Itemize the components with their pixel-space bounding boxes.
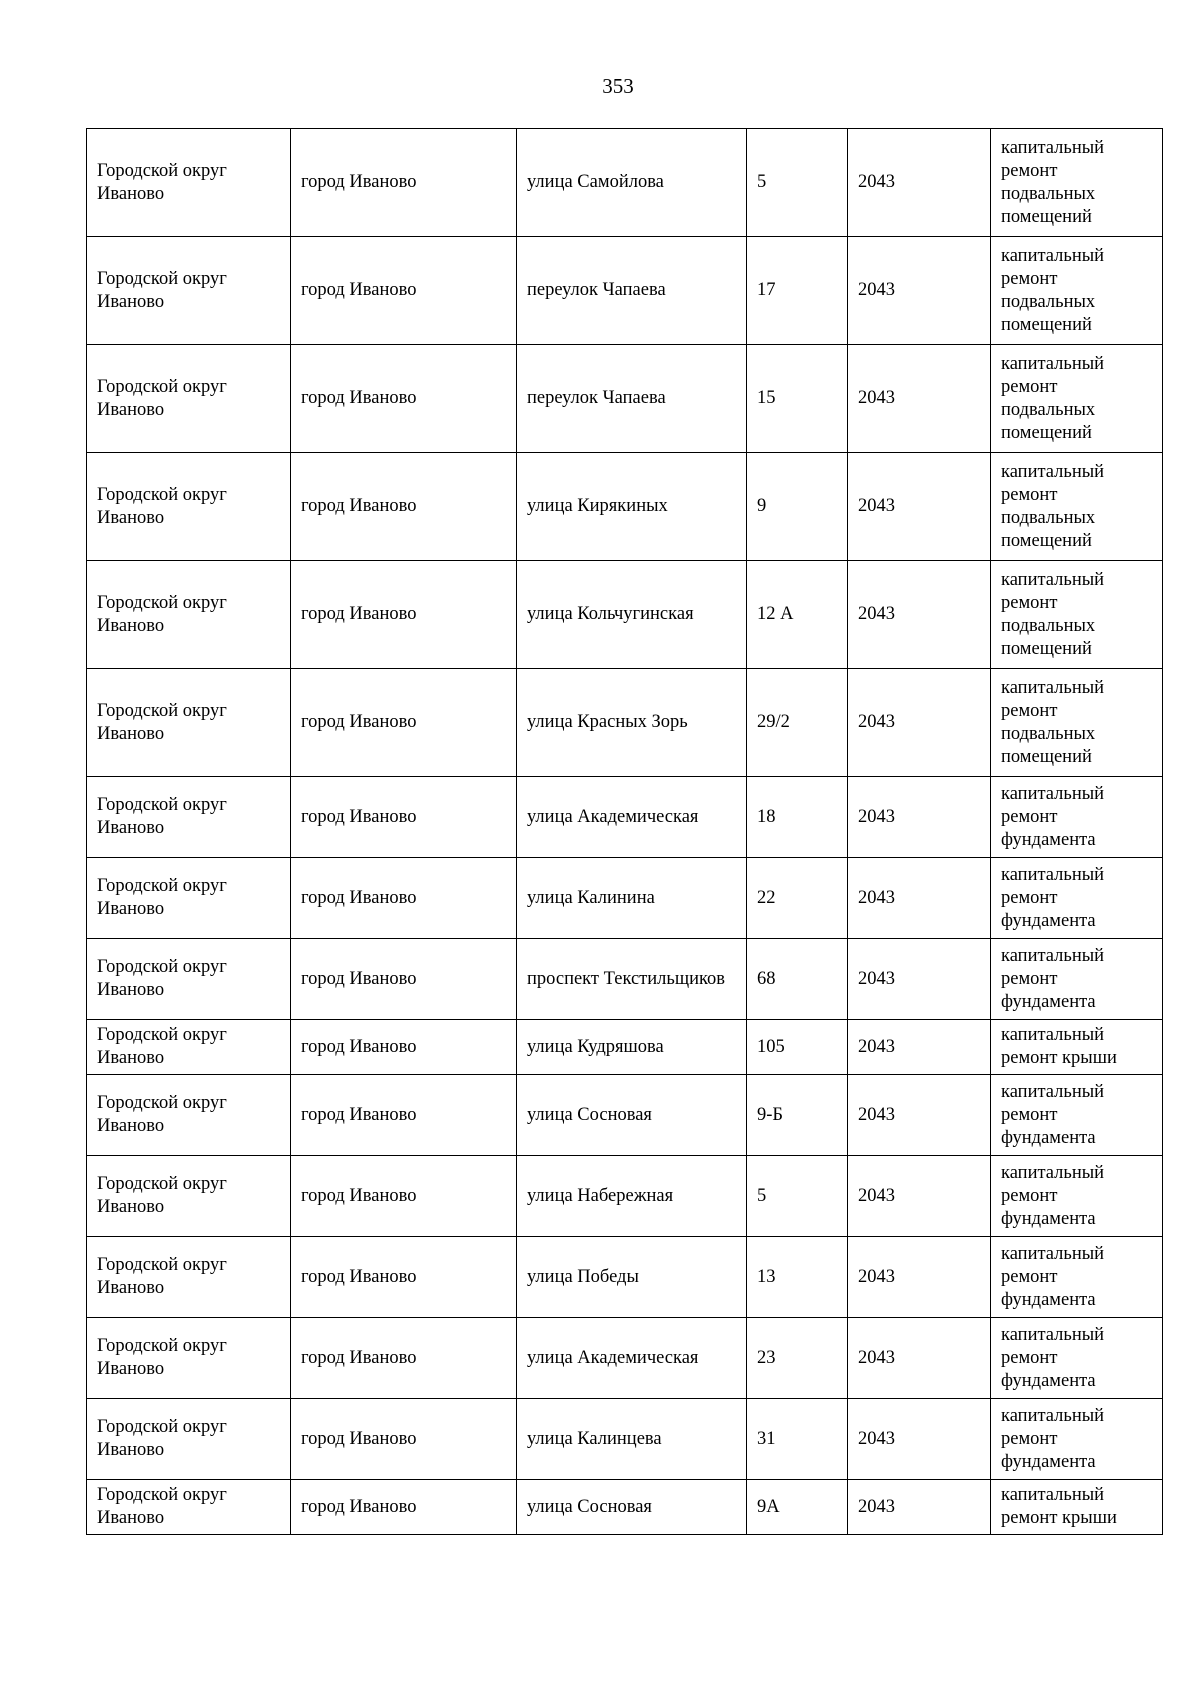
house-number-cell: 9А — [747, 1480, 848, 1535]
year-cell: 2043 — [848, 1156, 991, 1237]
street-cell: проспект Текстильщиков — [517, 939, 747, 1020]
year-cell: 2043 — [848, 669, 991, 777]
work-type-cell: капитальный ремонт крыши — [991, 1480, 1163, 1535]
year-cell: 2043 — [848, 1020, 991, 1075]
street-cell: улица Кудряшова — [517, 1020, 747, 1075]
municipality-cell: Городской округ Иваново — [87, 777, 291, 858]
year-cell: 2043 — [848, 345, 991, 453]
locality-cell: город Иваново — [291, 1020, 517, 1075]
locality-cell: город Иваново — [291, 1318, 517, 1399]
house-number-cell: 5 — [747, 129, 848, 237]
street-cell: улица Академическая — [517, 1318, 747, 1399]
table-row — [87, 1020, 1163, 1075]
table-body — [87, 129, 1163, 1535]
locality-cell: город Иваново — [291, 345, 517, 453]
locality-cell: город Иваново — [291, 669, 517, 777]
house-number-cell: 5 — [747, 1156, 848, 1237]
municipality-cell: Городской округ Иваново — [87, 669, 291, 777]
work-type-cell: капитальный ремонт фундамента — [991, 1318, 1163, 1399]
municipality-cell: Городской округ Иваново — [87, 1020, 291, 1075]
street-cell: улица Кирякиных — [517, 453, 747, 561]
house-number-cell: 15 — [747, 345, 848, 453]
house-number-cell: 13 — [747, 1237, 848, 1318]
municipality-cell: Городской округ Иваново — [87, 858, 291, 939]
street-cell: улица Красных Зорь — [517, 669, 747, 777]
locality-cell: город Иваново — [291, 129, 517, 237]
year-cell: 2043 — [848, 1399, 991, 1480]
work-type-cell: капитальный ремонт крыши — [991, 1020, 1163, 1075]
municipality-cell: Городской округ Иваново — [87, 1075, 291, 1156]
table-row — [87, 1075, 1163, 1156]
table-row — [87, 858, 1163, 939]
locality-cell: город Иваново — [291, 1156, 517, 1237]
street-cell: улица Академическая — [517, 777, 747, 858]
work-type-cell: капитальный ремонт подвальных помещений — [991, 129, 1163, 237]
work-type-cell: капитальный ремонт подвальных помещений — [991, 561, 1163, 669]
municipality-cell: Городской округ Иваново — [87, 237, 291, 345]
locality-cell: город Иваново — [291, 858, 517, 939]
table-row — [87, 1318, 1163, 1399]
year-cell: 2043 — [848, 1480, 991, 1535]
house-number-cell: 9 — [747, 453, 848, 561]
work-type-cell: капитальный ремонт подвальных помещений — [991, 345, 1163, 453]
locality-cell: город Иваново — [291, 237, 517, 345]
table-row — [87, 237, 1163, 345]
repair-schedule-table — [86, 128, 1163, 1535]
year-cell: 2043 — [848, 129, 991, 237]
table-row — [87, 777, 1163, 858]
year-cell: 2043 — [848, 858, 991, 939]
street-cell: улица Победы — [517, 1237, 747, 1318]
locality-cell: город Иваново — [291, 1399, 517, 1480]
work-type-cell: капитальный ремонт фундамента — [991, 777, 1163, 858]
municipality-cell: Городской округ Иваново — [87, 1480, 291, 1535]
table-row — [87, 561, 1163, 669]
house-number-cell: 12 А — [747, 561, 848, 669]
work-type-cell: капитальный ремонт подвальных помещений — [991, 669, 1163, 777]
year-cell: 2043 — [848, 237, 991, 345]
work-type-cell: капитальный ремонт фундамента — [991, 1156, 1163, 1237]
locality-cell: город Иваново — [291, 561, 517, 669]
house-number-cell: 105 — [747, 1020, 848, 1075]
year-cell: 2043 — [848, 1237, 991, 1318]
locality-cell: город Иваново — [291, 1237, 517, 1318]
work-type-cell: капитальный ремонт фундамента — [991, 1399, 1163, 1480]
year-cell: 2043 — [848, 453, 991, 561]
municipality-cell: Городской округ Иваново — [87, 129, 291, 237]
table-row — [87, 345, 1163, 453]
table-row — [87, 669, 1163, 777]
house-number-cell: 68 — [747, 939, 848, 1020]
locality-cell: город Иваново — [291, 939, 517, 1020]
street-cell: улица Сосновая — [517, 1075, 747, 1156]
house-number-cell: 29/2 — [747, 669, 848, 777]
municipality-cell: Городской округ Иваново — [87, 1399, 291, 1480]
street-cell: переулок Чапаева — [517, 345, 747, 453]
year-cell: 2043 — [848, 561, 991, 669]
municipality-cell: Городской округ Иваново — [87, 1237, 291, 1318]
table-row — [87, 1237, 1163, 1318]
municipality-cell: Городской округ Иваново — [87, 1156, 291, 1237]
work-type-cell: капитальный ремонт фундамента — [991, 858, 1163, 939]
page-number: 353 — [602, 74, 634, 98]
year-cell: 2043 — [848, 1318, 991, 1399]
table-row — [87, 1156, 1163, 1237]
table-row — [87, 1399, 1163, 1480]
work-type-cell: капитальный ремонт фундамента — [991, 1237, 1163, 1318]
street-cell: улица Кольчугинская — [517, 561, 747, 669]
work-type-cell: капитальный ремонт подвальных помещений — [991, 453, 1163, 561]
municipality-cell: Городской округ Иваново — [87, 939, 291, 1020]
street-cell: улица Набережная — [517, 1156, 747, 1237]
work-type-cell: капитальный ремонт подвальных помещений — [991, 237, 1163, 345]
work-type-cell: капитальный ремонт фундамента — [991, 939, 1163, 1020]
table-row — [87, 1480, 1163, 1535]
house-number-cell: 17 — [747, 237, 848, 345]
street-cell: улица Калинина — [517, 858, 747, 939]
street-cell: улица Калинцева — [517, 1399, 747, 1480]
municipality-cell: Городской округ Иваново — [87, 453, 291, 561]
locality-cell: город Иваново — [291, 777, 517, 858]
table-row — [87, 129, 1163, 237]
table-row — [87, 939, 1163, 1020]
year-cell: 2043 — [848, 939, 991, 1020]
table-row — [87, 453, 1163, 561]
street-cell: улица Самойлова — [517, 129, 747, 237]
house-number-cell: 31 — [747, 1399, 848, 1480]
municipality-cell: Городской округ Иваново — [87, 345, 291, 453]
work-type-cell: капитальный ремонт фундамента — [991, 1075, 1163, 1156]
house-number-cell: 22 — [747, 858, 848, 939]
year-cell: 2043 — [848, 1075, 991, 1156]
street-cell: улица Сосновая — [517, 1480, 747, 1535]
municipality-cell: Городской округ Иваново — [87, 1318, 291, 1399]
locality-cell: город Иваново — [291, 1480, 517, 1535]
house-number-cell: 23 — [747, 1318, 848, 1399]
municipality-cell: Городской округ Иваново — [87, 561, 291, 669]
house-number-cell: 9-Б — [747, 1075, 848, 1156]
locality-cell: город Иваново — [291, 1075, 517, 1156]
street-cell: переулок Чапаева — [517, 237, 747, 345]
house-number-cell: 18 — [747, 777, 848, 858]
locality-cell: город Иваново — [291, 453, 517, 561]
year-cell: 2043 — [848, 777, 991, 858]
